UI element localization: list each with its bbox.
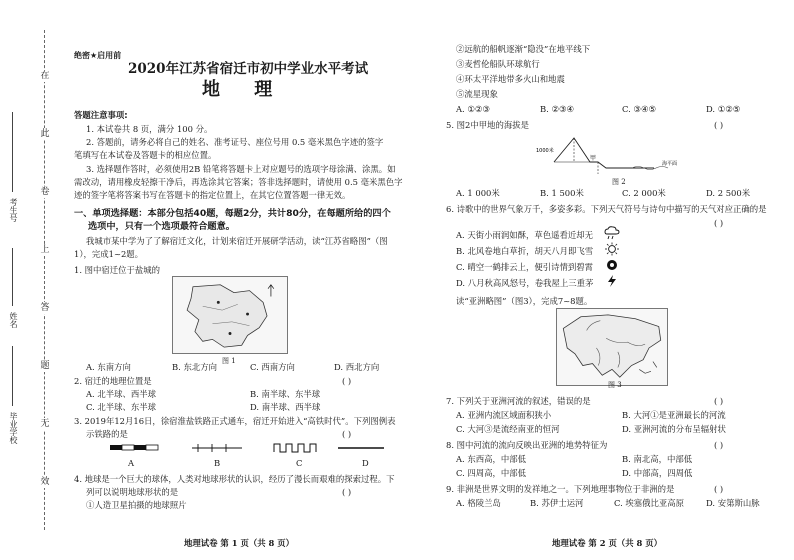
- q8-option-a[interactable]: A. 东西高，中部低: [456, 454, 526, 464]
- field-school: 毕业学校: [9, 412, 18, 444]
- section1-heading-cont: 选项中，只有一个选项最符合题意。: [88, 221, 235, 232]
- q1-option-a[interactable]: A. 东南方向: [86, 362, 131, 372]
- page-2: [444, 0, 774, 560]
- q3-option-c[interactable]: C: [296, 458, 303, 468]
- answer-blank[interactable]: ( ): [342, 429, 352, 439]
- question-4: 4. 地球是一个巨大的球体，人类对地球形状的认识，经历了漫长而艰难的探索过程。下: [74, 474, 395, 484]
- q4-item-4: ④环太平洋地带多火山和地震: [456, 74, 565, 84]
- question-3: 3. 2019年12月16日，徐宿淮盐铁路正式通车，宿迁开始进入“高铁时代”。下列图例表: [74, 416, 396, 426]
- note-line: 迹的签字笔将答案书写在答题卡的指定位置上，在其它位置答题一律无效。: [74, 190, 351, 200]
- q8-option-d[interactable]: D. 中部高，四周低: [622, 468, 693, 478]
- q5-option-b[interactable]: B. 1 500米: [540, 188, 584, 198]
- jiangsu-map-figure: [172, 276, 288, 354]
- answer-blank[interactable]: ( ): [342, 376, 352, 386]
- q3-option-a[interactable]: A: [128, 458, 135, 468]
- q3-option-d[interactable]: D: [362, 458, 369, 468]
- question-5: 5. 图2中甲地的海拔是: [446, 120, 529, 130]
- binding-margin: [0, 0, 70, 560]
- page-footer: 地理试卷 第 2 页（共 8 页）: [552, 538, 662, 548]
- cut-line: [44, 30, 45, 530]
- q6-option-d[interactable]: D. 八月秋高风怒号，卷我屋上三重茅: [456, 278, 594, 288]
- q4-option-b[interactable]: B. ②③④: [540, 104, 575, 114]
- field-line: [12, 346, 13, 406]
- q5-option-a[interactable]: A. 1 000米: [456, 188, 500, 198]
- q1-option-b[interactable]: B. 东北方向: [172, 362, 217, 372]
- q7-option-d[interactable]: D. 亚洲河流的分布呈辐射状: [622, 424, 726, 434]
- q4-item-1: ①人造卫星拍摄的地球照片: [86, 500, 187, 510]
- q6-option-b[interactable]: B. 北风卷地白草折，胡天八月即飞雪: [456, 246, 594, 256]
- q6-option-c[interactable]: C. 晴空一鹤排云上，便引诗情到碧霄: [456, 262, 594, 272]
- binding-char: 此: [38, 128, 52, 140]
- question-1: 1. 图中宿迁位于盐城的: [74, 265, 161, 275]
- q2-option-d[interactable]: D. 南半球、西半球: [250, 402, 321, 412]
- road-symbol-b: [192, 444, 242, 452]
- q4-item-5: ⑤流星现象: [456, 89, 498, 99]
- q9-option-c[interactable]: C. 埃塞俄比亚高原: [614, 498, 685, 508]
- q7-option-c[interactable]: C. 大河③是流经南亚的恒河: [456, 424, 560, 434]
- q4-option-a[interactable]: A. ①②③: [456, 104, 490, 114]
- railway-symbol-a: [110, 445, 158, 450]
- answer-blank[interactable]: ( ): [714, 218, 724, 228]
- elevation-figure: [534, 132, 710, 176]
- figure-1-label: 图 1: [222, 357, 236, 365]
- answer-blank[interactable]: ( ): [342, 487, 352, 497]
- q9-option-a[interactable]: A. 格陵兰岛: [456, 498, 501, 508]
- read-figure-3: 读“亚洲略图”（图3），完成7~8题。: [456, 296, 593, 306]
- answer-blank[interactable]: ( ): [714, 440, 724, 450]
- rain-cloud-icon: [604, 226, 620, 243]
- question-9: 9. 非洲是世界文明的发祥地之一。下列地理事物位于非洲的是: [446, 484, 675, 494]
- q9-option-d[interactable]: D. 安第斯山脉: [706, 498, 760, 508]
- field-line: [12, 112, 13, 192]
- intro-text: 我城市某中学为了了解宿迁文化，计划来宿迁开展研学活动，读“江苏省略图”（图: [86, 236, 388, 246]
- asia-map-figure: [556, 308, 668, 386]
- answer-blank[interactable]: ( ): [714, 396, 724, 406]
- intro-text: 1），完成1~2题。: [74, 249, 144, 259]
- question-4-cont: 列可以说明地球形状的是: [86, 487, 179, 497]
- field-exam-number: 考生号: [9, 198, 18, 222]
- field-name: 姓名: [9, 312, 18, 328]
- exam-title: 2020年江苏省宿迁市初中学业水平考试: [128, 61, 369, 77]
- subject-title: 地 理: [202, 79, 287, 100]
- q2-option-b[interactable]: B. 南半球、东半球: [250, 389, 321, 399]
- note-line: 笔填写在本试卷及答题卡的相应位置。: [74, 150, 217, 160]
- q4-option-d[interactable]: D. ①②⑤: [706, 104, 741, 114]
- binding-char: 在: [38, 70, 52, 82]
- binding-char: 答: [38, 302, 52, 314]
- question-3-cont: 示铁路的是: [86, 429, 128, 439]
- q5-option-c[interactable]: C. 2 000米: [622, 188, 666, 198]
- sun-icon: [604, 242, 620, 259]
- answer-blank[interactable]: ( ): [714, 120, 724, 130]
- asia-map: [557, 309, 667, 385]
- note-line: 3. 选择题作答时，必须使用2B 铅笔将答题卡上对应题号的选项字母涂满、涂黑。如: [86, 164, 396, 174]
- q4-option-c[interactable]: C. ③④⑤: [622, 104, 656, 114]
- secret-label: 绝密★启用前: [74, 51, 122, 60]
- answer-blank[interactable]: ( ): [714, 484, 724, 494]
- jiangsu-map: [173, 277, 287, 353]
- q9-option-b[interactable]: B. 苏伊士运河: [530, 498, 584, 508]
- binding-char: 卷: [38, 186, 52, 198]
- note-line: 需改动，请用橡皮轻擦干净后，再选涂其它答案；答非选择题时，请使用 0.5 毫米黑色字: [74, 177, 403, 187]
- q1-option-c[interactable]: C. 西南方向: [250, 362, 295, 372]
- question-2: 2. 宿迁的地理位置是: [74, 376, 152, 386]
- q4-item-2: ②远航的船帆逐渐“隐没”在地平线下: [456, 44, 591, 54]
- q8-option-b[interactable]: B. 南北高，中部低: [622, 454, 693, 464]
- legend-symbols: [102, 440, 392, 456]
- question-7: 7. 下列关于亚洲河流的叙述，错误的是: [446, 396, 591, 406]
- figure-2-label: 图 2: [612, 178, 626, 186]
- fig2-point-label: 甲: [590, 155, 597, 162]
- field-line: [12, 248, 13, 306]
- q7-option-b[interactable]: B. 大河①是亚洲最长的河流: [622, 410, 726, 420]
- q8-option-c[interactable]: C. 四周高，中部低: [456, 468, 527, 478]
- binding-char: 无: [38, 418, 52, 430]
- page-1: [72, 0, 402, 560]
- fig2-sea-level-label: 海平面: [662, 161, 678, 167]
- q2-option-a[interactable]: A. 北半球、西半球: [86, 389, 156, 399]
- binding-char: 题: [38, 360, 52, 372]
- question-8: 8. 图中河流的流向反映出亚洲的地势特征为: [446, 440, 608, 450]
- q7-option-a[interactable]: A. 亚洲内流区域面积狭小: [456, 410, 552, 420]
- q3-option-b[interactable]: B: [214, 458, 221, 468]
- wind-icon: [604, 274, 620, 291]
- q4-item-3: ③麦哲伦船队环球航行: [456, 59, 540, 69]
- q5-option-d[interactable]: D. 2 500米: [706, 188, 751, 198]
- page-footer: 地理试卷 第 1 页（共 8 页）: [184, 538, 294, 548]
- wall-symbol-c: [274, 444, 316, 452]
- binding-char: 效: [38, 476, 52, 488]
- notes-title: 答题注意事项:: [74, 110, 128, 120]
- section1-heading: 一、单项选择题：本部分包括40题，每题2分，共计80分，在每题所给的四个: [74, 208, 391, 219]
- binding-char: 上: [38, 244, 52, 256]
- figure-3-label: 图 3: [608, 381, 622, 389]
- note-line: 1. 本试卷共 8 页，满分 100 分。: [86, 124, 213, 134]
- q2-option-c[interactable]: C. 北半球、东半球: [86, 402, 157, 412]
- note-line: 2. 答题前，请务必将自己的姓名、准考证号、座位号用 0.5 毫米黑色字迹的签字: [86, 137, 384, 147]
- q6-option-a[interactable]: A. 天街小雨润如酥，草色遥看近却无: [456, 230, 593, 240]
- question-6: 6. 诗歌中的世界气象万千，多姿多彩。下列天气符号与诗句中描写的天气对应正确的是: [446, 204, 767, 214]
- snow-icon: [604, 258, 620, 275]
- q1-option-d[interactable]: D. 西北方向: [334, 362, 380, 372]
- fig2-height-label: 1000米: [536, 148, 554, 154]
